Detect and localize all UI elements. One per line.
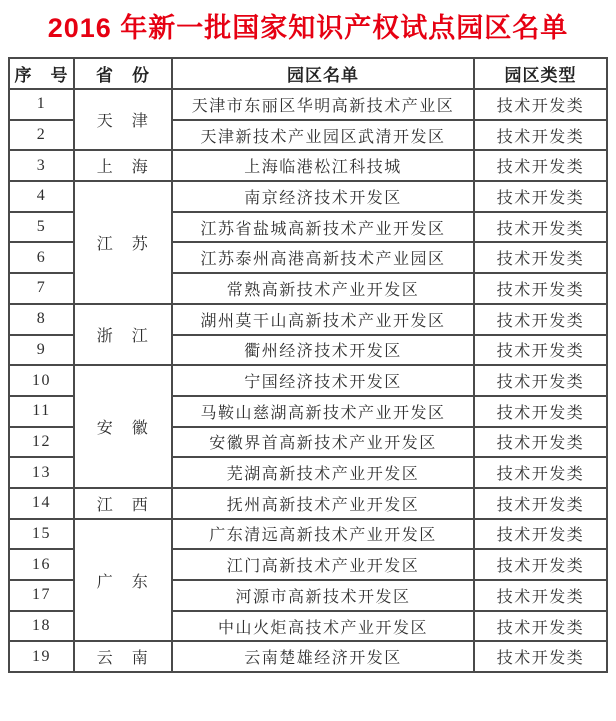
- park-cell: 宁国经济技术开发区: [172, 365, 474, 396]
- serial-cell: 19: [9, 641, 74, 672]
- type-cell: 技术开发类: [474, 212, 607, 243]
- table-row: [9, 181, 607, 212]
- type-cell: 技术开发类: [474, 89, 607, 120]
- park-cell: 芜湖高新技术产业开发区: [172, 457, 474, 488]
- park-cell: 江苏省盐城高新技术产业开发区: [172, 212, 474, 243]
- table-row: [9, 304, 607, 335]
- type-cell: 技术开发类: [474, 365, 607, 396]
- type-cell: 技术开发类: [474, 242, 607, 273]
- park-cell: 河源市高新技术开发区: [172, 580, 474, 611]
- type-cell: 技术开发类: [474, 611, 607, 642]
- park-cell: 中山火炬高技术产业开发区: [172, 611, 474, 642]
- serial-cell: 11: [9, 396, 74, 427]
- serial-cell: 4: [9, 181, 74, 212]
- type-cell: 技术开发类: [474, 150, 607, 181]
- province-cell: 安 徽: [74, 365, 172, 488]
- header-serial: 序 号: [9, 58, 74, 89]
- table-row: [9, 519, 607, 550]
- type-cell: 技术开发类: [474, 181, 607, 212]
- serial-cell: 13: [9, 457, 74, 488]
- serial-cell: 2: [9, 120, 74, 151]
- table-row: [9, 150, 607, 181]
- type-cell: 技术开发类: [474, 488, 607, 519]
- type-cell: 技术开发类: [474, 641, 607, 672]
- serial-cell: 8: [9, 304, 74, 335]
- header-park: 园区名单: [172, 58, 474, 89]
- type-cell: 技术开发类: [474, 519, 607, 550]
- type-cell: 技术开发类: [474, 335, 607, 366]
- serial-cell: 5: [9, 212, 74, 243]
- serial-cell: 18: [9, 611, 74, 642]
- table-row: [9, 365, 607, 396]
- type-cell: 技术开发类: [474, 304, 607, 335]
- park-cell: 天津新技术产业园区武清开发区: [172, 120, 474, 151]
- serial-cell: 9: [9, 335, 74, 366]
- park-cell: 天津市东丽区华明高新技术产业区: [172, 89, 474, 120]
- type-cell: 技术开发类: [474, 580, 607, 611]
- park-cell: 抚州高新技术产业开发区: [172, 488, 474, 519]
- serial-cell: 17: [9, 580, 74, 611]
- table-row: [9, 488, 607, 519]
- park-cell: 湖州莫干山高新技术产业开发区: [172, 304, 474, 335]
- park-cell: 上海临港松江科技城: [172, 150, 474, 181]
- park-cell: 广东清远高新技术产业开发区: [172, 519, 474, 550]
- type-cell: 技术开发类: [474, 273, 607, 304]
- header-province: 省 份: [74, 58, 172, 89]
- table-row: [9, 89, 607, 120]
- serial-cell: 12: [9, 427, 74, 458]
- parks-table: [8, 57, 608, 673]
- table-row: [9, 641, 607, 672]
- type-cell: 技术开发类: [474, 457, 607, 488]
- table-body: [9, 89, 607, 672]
- serial-cell: 16: [9, 549, 74, 580]
- type-cell: 技术开发类: [474, 120, 607, 151]
- park-cell: 衢州经济技术开发区: [172, 335, 474, 366]
- table-header-row: [9, 58, 607, 89]
- serial-cell: 6: [9, 242, 74, 273]
- park-cell: 安徽界首高新技术产业开发区: [172, 427, 474, 458]
- province-cell: 云 南: [74, 641, 172, 672]
- province-cell: 江 苏: [74, 181, 172, 304]
- province-cell: 天 津: [74, 89, 172, 150]
- province-cell: 江 西: [74, 488, 172, 519]
- serial-cell: 3: [9, 150, 74, 181]
- province-cell: 浙 江: [74, 304, 172, 365]
- province-cell: 上 海: [74, 150, 172, 181]
- serial-cell: 14: [9, 488, 74, 519]
- header-type: 园区类型: [474, 58, 607, 89]
- serial-cell: 10: [9, 365, 74, 396]
- serial-cell: 1: [9, 89, 74, 120]
- province-cell: 广 东: [74, 519, 172, 642]
- serial-cell: 15: [9, 519, 74, 550]
- park-cell: 江苏泰州高港高新技术产业园区: [172, 242, 474, 273]
- park-cell: 江门高新技术产业开发区: [172, 549, 474, 580]
- type-cell: 技术开发类: [474, 549, 607, 580]
- serial-cell: 7: [9, 273, 74, 304]
- park-cell: 马鞍山慈湖高新技术产业开发区: [172, 396, 474, 427]
- park-cell: 云南楚雄经济开发区: [172, 641, 474, 672]
- type-cell: 技术开发类: [474, 396, 607, 427]
- page-title: 2016 年新一批国家知识产权试点园区名单: [47, 13, 569, 43]
- type-cell: 技术开发类: [474, 427, 607, 458]
- park-cell: 常熟高新技术产业开发区: [172, 273, 474, 304]
- park-cell: 南京经济技术开发区: [172, 181, 474, 212]
